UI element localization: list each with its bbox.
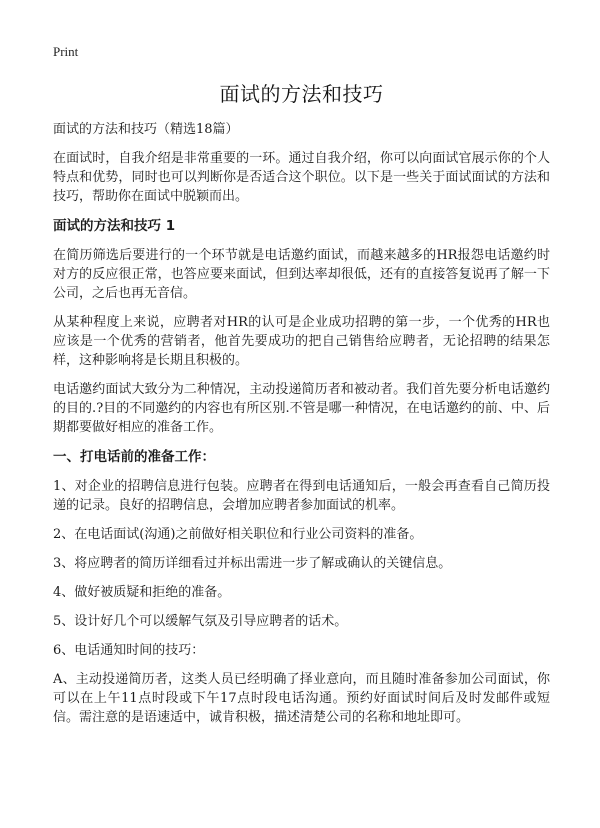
list-item: 1、对企业的招聘信息进行包装。应聘者在得到电话通知后，一般会再查看自己简历投递的记录。良好的招聘信息，会增加应聘者参加面试的机率。: [53, 479, 550, 513]
list-item: A、主动投递简历者，这类人员已经明确了择业意向，而且随时准备参加公司面试，你可以在上午11点时段或下午17点时段电话沟通。预约好面试时间后及时发邮件或短信。需注意的是语速适中，诚肯积极，描述清楚公司的名称和地址即可。: [53, 672, 550, 725]
page-title: 面试的方法和技巧: [219, 82, 384, 106]
list-item: 6、电话通知时间的技巧：: [53, 643, 205, 658]
section1-paragraph: 在简历筛选后要进行的一个环节就是电话邀约面试，而越来越多的HR报怨电话邀约时对方的反应很正常，也答应要来面试，但到达率却很低，还有的直接答复说再了解一下公司，之后也再无音信。: [53, 248, 550, 301]
section-heading-1: 面试的方法和技巧 1: [53, 218, 176, 234]
section-heading-2: 一、打电话前的准备工作：: [53, 449, 215, 465]
list-item: 5、设计好几个可以缓解气氛及引导应聘者的话术。: [53, 614, 348, 629]
list-item: 3、将应聘者的简历详细看过并标出需进一步了解或确认的关键信息。: [53, 556, 452, 571]
document-subtitle: 面试的方法和技巧（精选18篇）: [53, 122, 239, 137]
list-item: 4、做好被质疑和拒绝的准备。: [53, 585, 231, 600]
intro-paragraph: 在面试时，自我介绍是非常重要的一环。通过自我介绍，你可以向面试官展示你的个人特点和优势，同时也可以判断你是否适合这个职位。以下是一些关于面试面试的方法和技巧，帮助你在面试中脱颖而出。: [53, 151, 550, 204]
section1-paragraph: 电话邀约面试大致分为二种情况，主动投递简历者和被动者。我们首先要分析电话邀约的目的.?目的不同邀约的内容也有所区别.不管是哪一种情况，在电话邀约的前、中、后期都要做好相应的准备工作。: [53, 382, 550, 435]
section1-paragraph: 从某种程度上来说，应聘者对HR的认可是企业成功招聘的第一步，一个优秀的HR也应该是一个优秀的营销者，他首先要成功的把自己销售给应聘者，无论招聘的结果怎样，这种影响将是长期且积极的。: [53, 315, 550, 368]
list-item: 2、在电话面试(沟通)之前做好相关职位和行业公司资料的准备。: [53, 527, 423, 542]
print-link[interactable]: Print: [53, 44, 79, 59]
document-body: [53, 78, 550, 737]
